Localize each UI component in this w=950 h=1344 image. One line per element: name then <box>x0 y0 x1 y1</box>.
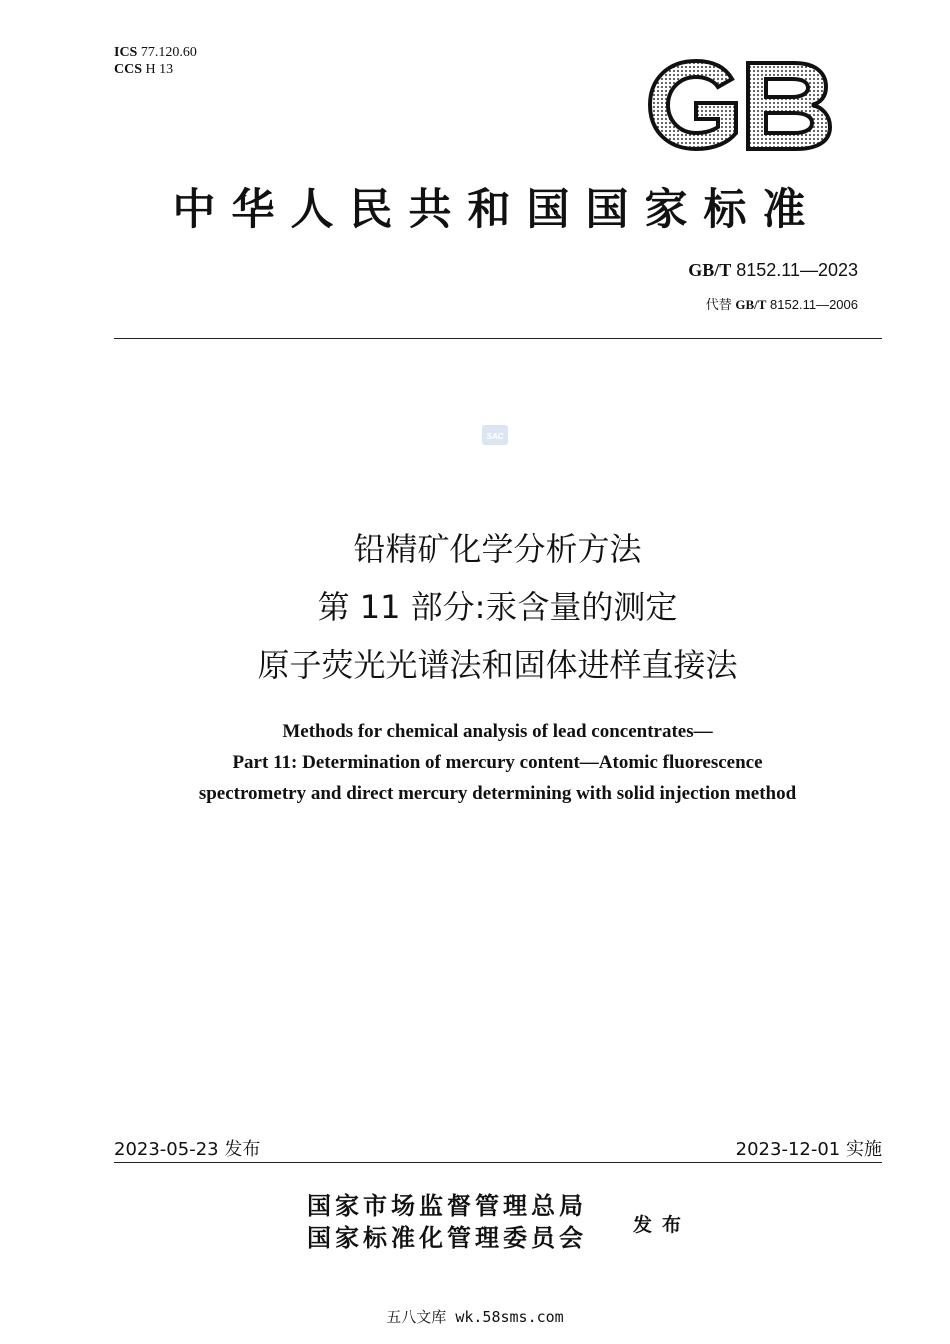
replaces-label: 代替 <box>705 297 732 312</box>
gb-logo-icon <box>644 57 834 153</box>
replaces-prefix: GB/T <box>735 297 767 312</box>
ccs-label: CCS <box>114 62 143 77</box>
title-en-line-2: Part 11: Determination of mercury content—Atomic fluorescence <box>232 752 763 773</box>
standard-number <box>688 260 858 281</box>
standard-header: 中华人民共和国国家标准 <box>172 185 822 235</box>
sac-watermark-icon <box>481 424 509 446</box>
issuing-authorities <box>307 1190 587 1254</box>
bottom-divider <box>114 1162 882 1163</box>
title-en-line-3: spectrometry and direct mercury determining with solid injection method <box>198 783 797 804</box>
title-en-line-1: Methods for chemical analysis of lead concentrates— <box>282 721 713 742</box>
ics-label: ICS <box>114 45 138 60</box>
classification-codes <box>114 44 197 78</box>
footer-watermark: 五八文库 wk.58sms.com <box>386 1308 564 1326</box>
standard-prefix: GB/T <box>688 260 732 280</box>
issue-word: 发布 <box>633 1214 692 1236</box>
issuer-samr: 国家市场监督管理总局 <box>307 1191 587 1220</box>
replaces-number: 8152.11—2006 <box>770 297 858 312</box>
issue-date: 2023-05-23 发布 <box>114 1139 261 1160</box>
title-cn-line-3: 原子荧光光谱法和固体进样直接法 <box>257 646 738 684</box>
standard-number-value: 8152.11—2023 <box>736 260 858 280</box>
ics-value: 77.120.60 <box>140 45 197 60</box>
implementation-date: 2023-12-01 实施 <box>735 1139 882 1160</box>
ccs-value: H 13 <box>145 62 174 77</box>
top-divider <box>114 338 882 339</box>
watermark-text: SAC <box>486 432 504 441</box>
english-title <box>100 716 895 809</box>
issuer-sac: 国家标准化管理委员会 <box>307 1223 587 1252</box>
ccs-code <box>114 61 197 78</box>
title-cn-line-2: 第 11 部分:汞含量的测定 <box>317 588 678 626</box>
replaces-standard <box>706 294 858 313</box>
chinese-title <box>100 520 895 694</box>
ics-code <box>114 44 197 61</box>
title-cn-line-1: 铅精矿化学分析方法 <box>353 530 642 568</box>
